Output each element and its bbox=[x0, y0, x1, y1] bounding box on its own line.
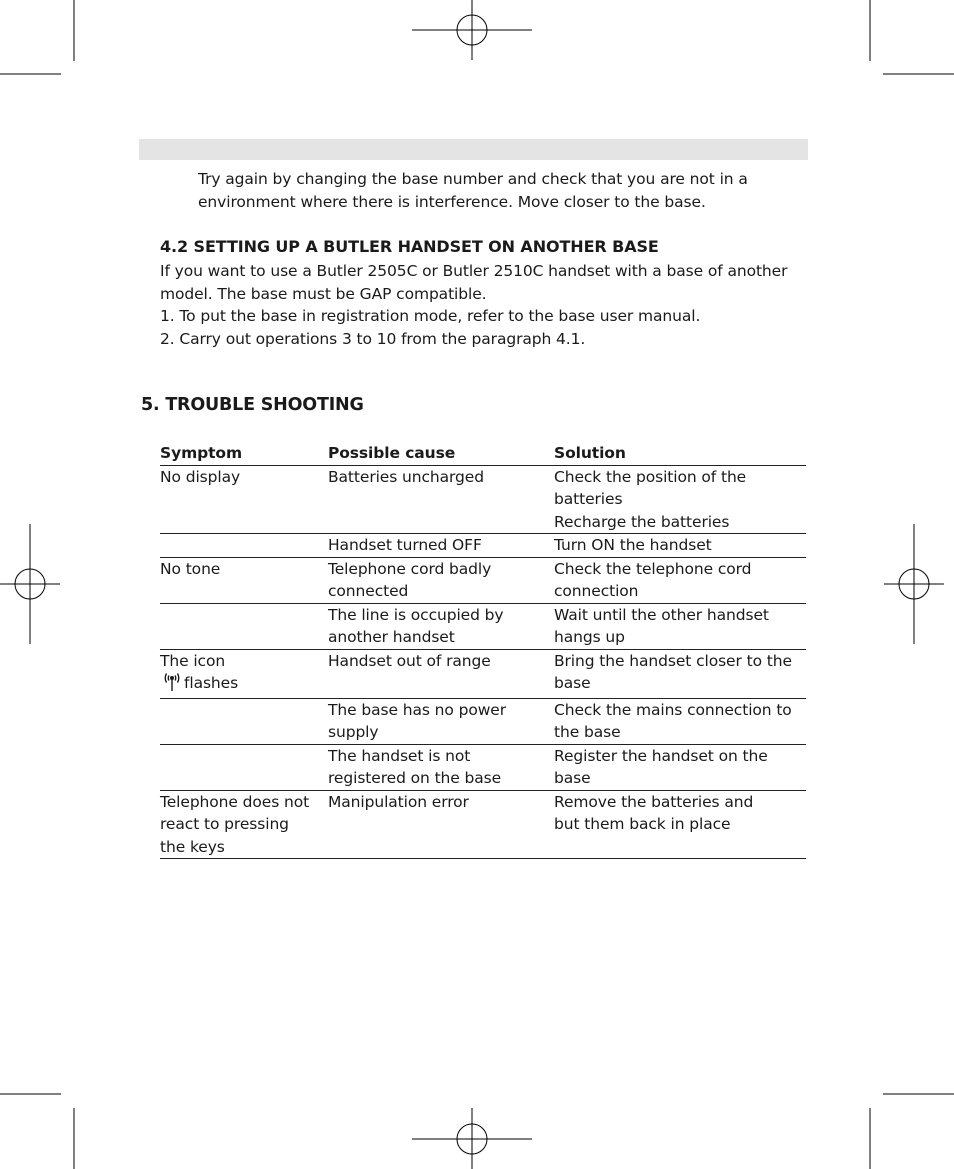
solution-text: the base bbox=[554, 723, 621, 741]
table-row bbox=[160, 557, 806, 603]
section-4-2-body bbox=[160, 260, 820, 350]
section-5-heading: 5. TROUBLE SHOOTING bbox=[141, 395, 364, 415]
symptom-cell bbox=[160, 603, 328, 649]
cause-text: connected bbox=[328, 582, 409, 600]
solution-text: Turn ON the handset bbox=[554, 536, 712, 554]
cause-text: Batteries uncharged bbox=[328, 467, 484, 486]
symptom-text bbox=[160, 604, 328, 627]
symptom-text: the keys bbox=[160, 837, 225, 856]
solution-cell bbox=[554, 557, 806, 603]
section-4-2-step: 1. To put the base in registration mode, refer to the base user manual. bbox=[160, 307, 701, 325]
cause-text: another handset bbox=[328, 628, 455, 646]
table-header-row bbox=[160, 442, 806, 465]
intro-line: environment where there is interference. Move closer to the base. bbox=[198, 192, 706, 211]
cause-cell bbox=[328, 534, 554, 558]
symptom-text bbox=[160, 534, 328, 557]
solution-cell bbox=[554, 744, 806, 790]
solution-text: but them back in place bbox=[554, 815, 731, 833]
symptom-cell bbox=[160, 465, 328, 534]
section-4-2-line: model. The base must be GAP compatible. bbox=[160, 284, 487, 303]
antenna-signal-icon bbox=[164, 672, 182, 698]
cause-text: Handset out of range bbox=[328, 651, 491, 670]
cause-text: The base has no power bbox=[328, 700, 506, 719]
solution-text: Check the mains connection to bbox=[554, 700, 792, 719]
solution-text: Wait until the other handset bbox=[554, 605, 769, 624]
table-row bbox=[160, 465, 806, 534]
symptom-icon-line bbox=[160, 672, 328, 698]
solution-text: batteries bbox=[554, 490, 623, 508]
symptom-text bbox=[160, 699, 328, 722]
solution-text: Check the position of the bbox=[554, 467, 747, 486]
symptom-cell bbox=[160, 557, 328, 603]
intro-paragraph bbox=[198, 168, 798, 213]
cause-text: supply bbox=[328, 723, 379, 741]
solution-text: connection bbox=[554, 582, 639, 600]
symptom-cell bbox=[160, 790, 328, 859]
section-4-2-step: 2. Carry out operations 3 to 10 from the paragraph 4.1. bbox=[160, 329, 586, 348]
table-row bbox=[160, 603, 806, 649]
symptom-text: flashes bbox=[184, 674, 239, 692]
solution-cell bbox=[554, 465, 806, 534]
cause-text: Manipulation error bbox=[328, 792, 469, 811]
solution-text: Recharge the batteries bbox=[554, 512, 730, 531]
solution-text: Bring the handset closer to the bbox=[554, 651, 792, 670]
troubleshooting-table bbox=[160, 442, 806, 859]
cause-text: Handset turned OFF bbox=[328, 536, 482, 554]
table-row bbox=[160, 744, 806, 790]
symptom-cell bbox=[160, 698, 328, 744]
symptom-text: react to pressing bbox=[160, 815, 289, 833]
table-row bbox=[160, 698, 806, 744]
solution-text: base bbox=[554, 674, 591, 692]
intro-line: Try again by changing the base number and check that you are not in a bbox=[198, 170, 748, 188]
cause-cell bbox=[328, 557, 554, 603]
symptom-text: The icon bbox=[160, 651, 226, 670]
symptom-cell bbox=[160, 649, 328, 698]
solution-cell bbox=[554, 534, 806, 558]
solution-text: Check the telephone cord bbox=[554, 559, 752, 578]
header-symptom: Symptom bbox=[160, 442, 328, 465]
table-row bbox=[160, 534, 806, 558]
cause-cell bbox=[328, 649, 554, 698]
cause-text: The handset is not bbox=[328, 746, 471, 765]
cause-cell bbox=[328, 603, 554, 649]
table-row bbox=[160, 649, 806, 698]
symptom-cell bbox=[160, 534, 328, 558]
cause-cell bbox=[328, 790, 554, 859]
cause-text: The line is occupied by bbox=[328, 605, 504, 624]
header-possible-cause: Possible cause bbox=[328, 442, 554, 465]
symptom-text bbox=[160, 745, 328, 768]
symptom-text: Telephone does not bbox=[160, 792, 310, 811]
header-solution: Solution bbox=[554, 442, 806, 465]
cause-cell bbox=[328, 698, 554, 744]
solution-cell bbox=[554, 790, 806, 859]
section-4-2-line: If you want to use a Butler 2505C or Butler 2510C handset with a base of another bbox=[160, 262, 788, 280]
table-row bbox=[160, 790, 806, 859]
symptom-text: No display bbox=[160, 467, 241, 486]
solution-text: hangs up bbox=[554, 628, 625, 646]
header-band bbox=[139, 139, 808, 160]
solution-text: Remove the batteries and bbox=[554, 792, 754, 811]
section-4-2-heading: 4.2 SETTING UP A BUTLER HANDSET ON ANOTHER BASE bbox=[160, 237, 659, 256]
solution-cell bbox=[554, 698, 806, 744]
cause-cell bbox=[328, 465, 554, 534]
solution-cell bbox=[554, 649, 806, 698]
cause-text: registered on the base bbox=[328, 769, 502, 787]
solution-text: Register the handset on the bbox=[554, 746, 768, 765]
cause-text: Telephone cord badly bbox=[328, 559, 492, 578]
cause-cell bbox=[328, 744, 554, 790]
symptom-text: No tone bbox=[160, 559, 221, 578]
solution-text: base bbox=[554, 769, 591, 787]
solution-cell bbox=[554, 603, 806, 649]
symptom-cell bbox=[160, 744, 328, 790]
